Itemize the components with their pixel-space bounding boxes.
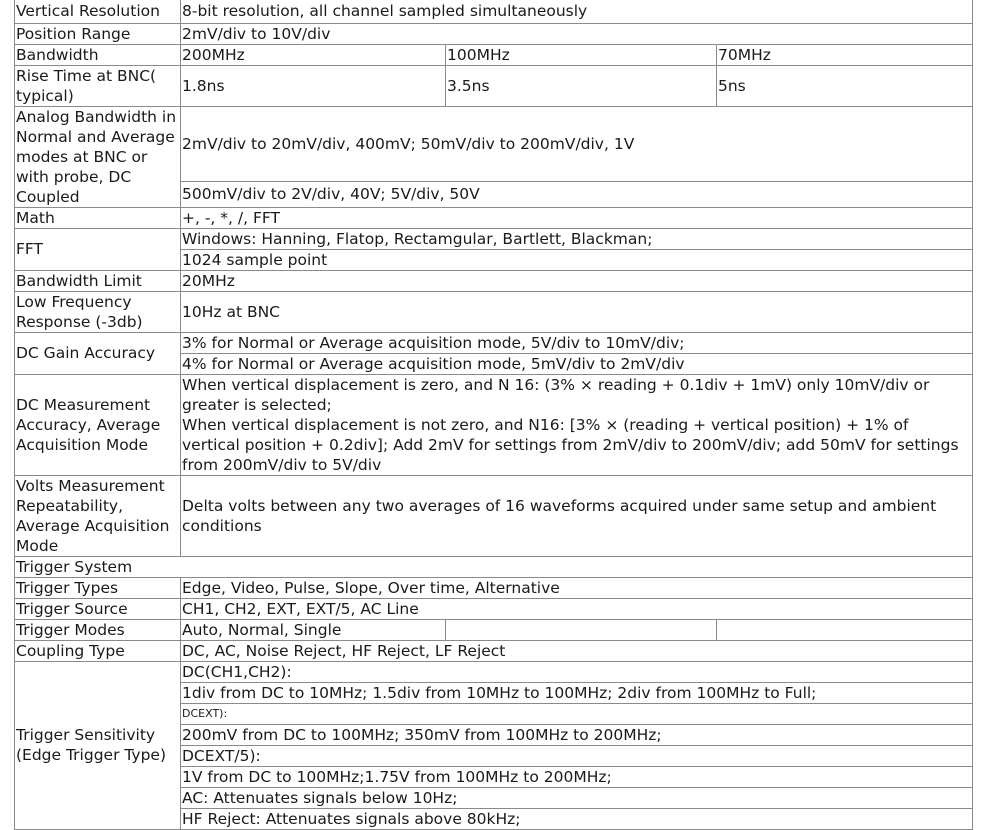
value-cell: 5ns	[717, 65, 973, 106]
row-rise-time	[15, 65, 973, 106]
label-cell: Bandwidth Limit	[15, 270, 181, 291]
row-trigger-source	[15, 598, 973, 619]
value-cell: 200mV from DC to 100MHz; 350mV from 100MHz to 200MHz;	[181, 724, 973, 745]
row-trigger-types	[15, 577, 973, 598]
value-cell: 2mV/div to 20mV/div, 400mV; 50mV/div to 200mV/div, 1V	[181, 106, 973, 181]
value-cell: 20MHz	[181, 270, 973, 291]
label-cell: DC Measurement Accuracy, Average Acquisition Mode	[15, 374, 181, 475]
label-cell: Volts Measurement Repeatability, Average Acquisition Mode	[15, 475, 181, 556]
value-cell: HF Reject: Attenuates signals above 80kHz;	[181, 808, 973, 829]
value-cell: 8-bit resolution, all channel sampled simultaneously	[181, 0, 973, 23]
value-cell: 2mV/div to 10V/div	[181, 23, 973, 44]
value-cell: DCEXT):	[181, 703, 973, 724]
row-math	[15, 207, 973, 228]
value-cell: 10Hz at BNC	[181, 291, 973, 332]
value-cell: 200MHz	[181, 44, 446, 65]
row-trigger-system	[15, 556, 973, 577]
value-cell	[181, 374, 973, 475]
label-cell: Trigger Types	[15, 577, 181, 598]
value-cell: 1div from DC to 10MHz; 1.5div from 10MHz to 100MHz; 2div from 100MHz to Full;	[181, 682, 973, 703]
label-cell: Coupling Type	[15, 640, 181, 661]
value-cell: Delta volts between any two averages of 16 waveforms acquired under same setup and ambient conditions	[181, 475, 973, 556]
value-cell: 500mV/div to 2V/div, 40V; 5V/div, 50V	[181, 181, 973, 207]
value-cell: 1.8ns	[181, 65, 446, 106]
value-cell: 4% for Normal or Average acquisition mode, 5mV/div to 2mV/div	[181, 353, 973, 374]
label-cell: Vertical Resolution	[15, 0, 181, 23]
row-coupling-type	[15, 640, 973, 661]
label-cell: Math	[15, 207, 181, 228]
value-cell: 1V from DC to 100MHz;1.75V from 100MHz to 200MHz;	[181, 766, 973, 787]
row-low-frequency	[15, 291, 973, 332]
row-trigger-sensitivity	[15, 661, 973, 682]
row-dc-gain	[15, 332, 973, 353]
value-cell: 3% for Normal or Average acquisition mode, 5V/div to 10mV/div;	[181, 332, 973, 353]
label-cell: Trigger Source	[15, 598, 181, 619]
row-bandwidth-limit	[15, 270, 973, 291]
value-cell: Edge, Video, Pulse, Slope, Over time, Alternative	[181, 577, 973, 598]
row-volts-repeatability	[15, 475, 973, 556]
label-cell: Rise Time at BNC( typical)	[15, 65, 181, 106]
value-cell: 3.5ns	[446, 65, 717, 106]
row-bandwidth	[15, 44, 973, 65]
value-cell: +, -, *, /, FFT	[181, 207, 973, 228]
label-cell: FFT	[15, 228, 181, 270]
label-cell: Analog Bandwidth in Normal and Average modes at BNC or with probe, DC Coupled	[15, 106, 181, 207]
section-heading: Trigger System	[15, 556, 973, 577]
value-cell: Windows: Hanning, Flatop, Rectamgular, Bartlett, Blackman;	[181, 228, 973, 249]
value-cell: DC(CH1,CH2):	[181, 661, 973, 682]
row-vertical-resolution	[15, 0, 973, 23]
label-cell: Trigger Sensitivity (Edge Trigger Type)	[15, 661, 181, 829]
label-cell: Trigger Modes	[15, 619, 181, 640]
value-cell: AC: Attenuates signals below 10Hz;	[181, 787, 973, 808]
label-cell: DC Gain Accuracy	[15, 332, 181, 374]
value-cell: 70MHz	[717, 44, 973, 65]
row-position-range	[15, 23, 973, 44]
row-dc-measurement	[15, 374, 973, 475]
value-cell: DC, AC, Noise Reject, HF Reject, LF Reject	[181, 640, 973, 661]
label-cell: Low Frequency Response (-3db)	[15, 291, 181, 332]
row-trigger-modes	[15, 619, 973, 640]
value-cell: 1024 sample point	[181, 249, 973, 270]
label-cell: Position Range	[15, 23, 181, 44]
spec-table	[14, 0, 973, 830]
value-cell: Auto, Normal, Single	[181, 619, 446, 640]
empty-cell	[717, 619, 973, 640]
label-cell: Bandwidth	[15, 44, 181, 65]
value-cell: 100MHz	[446, 44, 717, 65]
value-cell: DCEXT/5):	[181, 745, 973, 766]
dc-measurement-line-2: When vertical displacement is not zero, and N16: [3% × (reading + vertical position) + 1% of vertical position + 0.2div]; Add 2mV for settings from 2mV/div to 200mV/div; add 50mV for settings from 200mV/div to 5V/div	[182, 415, 959, 474]
row-analog-bandwidth	[15, 106, 973, 181]
row-fft	[15, 228, 973, 249]
empty-cell	[446, 619, 717, 640]
value-cell: CH1, CH2, EXT, EXT/5, AC Line	[181, 598, 973, 619]
dc-measurement-line-1: When vertical displacement is zero, and N 16: (3% × reading + 0.1div + 1mV) only 10mV/div or greater is selected;	[182, 375, 930, 414]
